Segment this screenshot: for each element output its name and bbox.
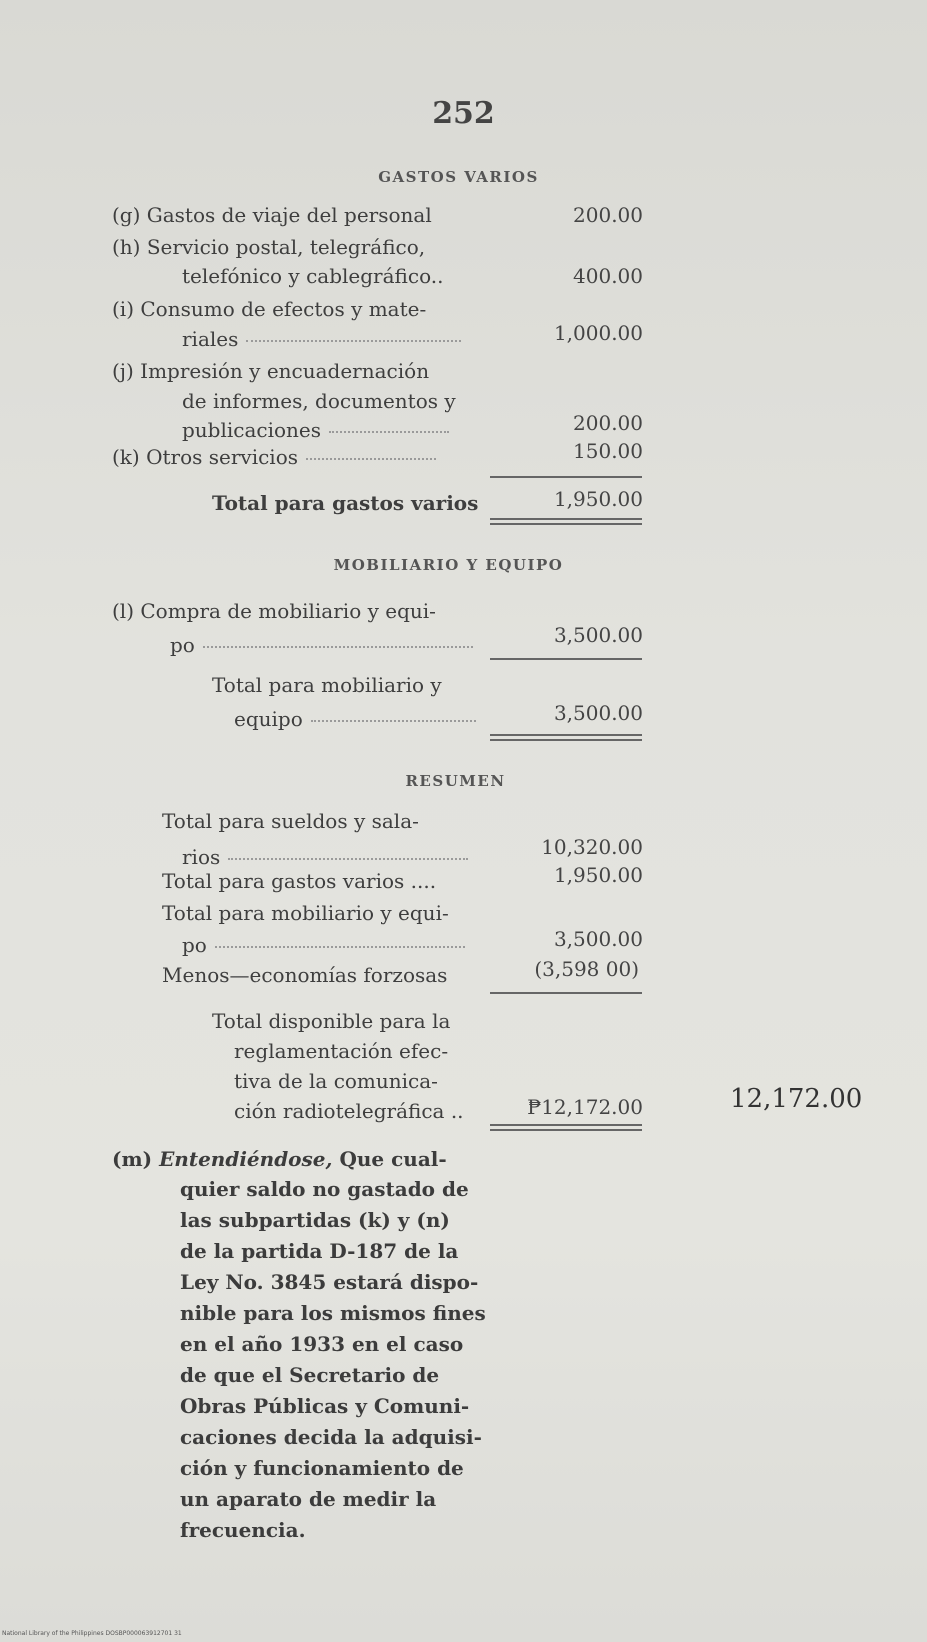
proviso-line: caciones decida la adquisi- bbox=[180, 1425, 482, 1449]
item-l-line-1: (l) Compra de mobiliario y equi- bbox=[112, 599, 436, 623]
item-j-line-3-wrap bbox=[182, 417, 449, 443]
total-gastos-varios-amount: 1,950.00 bbox=[553, 487, 643, 511]
item-k-line-1-wrap bbox=[112, 444, 436, 470]
leader-dots bbox=[215, 946, 465, 948]
rule-single bbox=[490, 658, 642, 660]
proviso-line: en el año 1933 en el caso bbox=[180, 1332, 464, 1356]
leader-dots bbox=[306, 458, 436, 460]
total-disponible-line-3: tiva de la comunica- bbox=[234, 1069, 438, 1093]
section-heading-gastos-varios: GASTOS VARIOS bbox=[378, 168, 539, 186]
total-disponible-line-2: reglamentación efec- bbox=[234, 1039, 449, 1063]
proviso-line: nible para los mismos fines bbox=[180, 1301, 486, 1325]
item-h-line-2: telefónico y cablegráfico.. bbox=[182, 264, 444, 288]
page-number: 252 bbox=[432, 96, 495, 131]
item-l-line-2: po bbox=[170, 633, 195, 657]
resumen-sueldos-line-2-wrap bbox=[182, 844, 468, 870]
section-heading-resumen: RESUMEN bbox=[405, 772, 506, 790]
proviso-line: de la partida D-187 de la bbox=[180, 1239, 459, 1263]
proviso-first-line-rest: Que cual- bbox=[339, 1147, 447, 1171]
rule-double bbox=[490, 1124, 642, 1131]
resumen-economias-amount: (3,598 00) bbox=[534, 957, 639, 981]
rule-double bbox=[490, 518, 642, 525]
resumen-sueldos-amount: 10,320.00 bbox=[541, 835, 643, 859]
proviso-line: frecuencia. bbox=[180, 1518, 306, 1542]
resumen-mobiliario-line-1: Total para mobiliario y equi- bbox=[162, 901, 449, 925]
item-l-line-2-wrap bbox=[170, 632, 473, 658]
proviso-line: Obras Públicas y Comuni- bbox=[180, 1394, 470, 1418]
item-i-line-1: (i) Consumo de efectos y mate- bbox=[112, 297, 427, 321]
leader-dots bbox=[329, 431, 449, 433]
item-g-line-1: (g) Gastos de viaje del personal bbox=[112, 203, 432, 227]
resumen-gastos-line-1: Total para gastos varios .... bbox=[162, 869, 437, 893]
resumen-economias-line-1: Menos—economías forzosas bbox=[162, 963, 448, 987]
proviso-line: de que el Secretario de bbox=[180, 1363, 440, 1387]
resumen-sueldos-line-2: rios bbox=[182, 845, 221, 869]
item-l-amount: 3,500.00 bbox=[553, 623, 643, 647]
item-i-amount: 1,000.00 bbox=[553, 321, 643, 345]
resumen-sueldos-line-1: Total para sueldos y sala- bbox=[162, 809, 419, 833]
proviso-marker: (m) bbox=[112, 1147, 153, 1171]
total-mobiliario-amount: 3,500.00 bbox=[553, 701, 643, 725]
resumen-gastos-amount: 1,950.00 bbox=[553, 863, 643, 887]
proviso-line: ción y funcionamiento de bbox=[180, 1456, 464, 1480]
proviso-line: quier saldo no gastado de bbox=[180, 1177, 469, 1201]
total-disponible-line-4: ción radiotelegráfica .. bbox=[234, 1099, 464, 1123]
rule-single bbox=[490, 992, 642, 994]
resumen-mobiliario-amount: 3,500.00 bbox=[553, 927, 643, 951]
proviso-lead-word: Entendiéndose, bbox=[159, 1147, 333, 1171]
proviso-line: un aparato de medir la bbox=[180, 1487, 437, 1511]
total-disponible-amount: ₱12,172.00 bbox=[527, 1095, 643, 1119]
item-j-line-3: publicaciones bbox=[182, 418, 322, 442]
rule-single bbox=[490, 476, 642, 478]
total-mobiliario-line-2: equipo bbox=[234, 707, 303, 731]
item-j-line-1: (j) Impresión y encuadernación bbox=[112, 359, 430, 383]
proviso-first-line bbox=[112, 1146, 447, 1172]
item-i-line-2-wrap bbox=[182, 326, 461, 352]
total-gastos-varios-label: Total para gastos varios bbox=[212, 491, 479, 515]
leader-dots bbox=[203, 646, 473, 648]
item-h-line-1: (h) Servicio postal, telegráfico, bbox=[112, 235, 426, 259]
footer-credit: National Library of the Philippines DOSBP000063912701 31 bbox=[2, 1630, 182, 1637]
total-mobiliario-line-2-wrap bbox=[234, 706, 476, 732]
item-k-line-1: (k) Otros servicios bbox=[112, 445, 298, 469]
total-disponible-line-1: Total disponible para la bbox=[212, 1009, 451, 1033]
margin-total: 12,172.00 bbox=[730, 1084, 863, 1114]
rule-double bbox=[490, 734, 642, 741]
resumen-mobiliario-line-2: po bbox=[182, 933, 207, 957]
item-h-amount: 400.00 bbox=[573, 264, 643, 288]
resumen-mobiliario-line-2-wrap bbox=[182, 932, 465, 958]
item-j-amount: 200.00 bbox=[573, 411, 643, 435]
leader-dots bbox=[228, 858, 468, 860]
item-k-amount: 150.00 bbox=[573, 439, 643, 463]
proviso-line: las subpartidas (k) y (n) bbox=[180, 1208, 450, 1232]
item-i-line-2: riales bbox=[182, 327, 239, 351]
leader-dots bbox=[246, 340, 461, 342]
total-mobiliario-line-1: Total para mobiliario y bbox=[212, 673, 442, 697]
item-g-amount: 200.00 bbox=[573, 203, 643, 227]
section-heading-mobiliario: MOBILIARIO Y EQUIPO bbox=[333, 556, 564, 574]
proviso-line: Ley No. 3845 estará dispo- bbox=[180, 1270, 479, 1294]
leader-dots bbox=[311, 720, 476, 722]
item-j-line-2: de informes, documentos y bbox=[182, 389, 456, 413]
